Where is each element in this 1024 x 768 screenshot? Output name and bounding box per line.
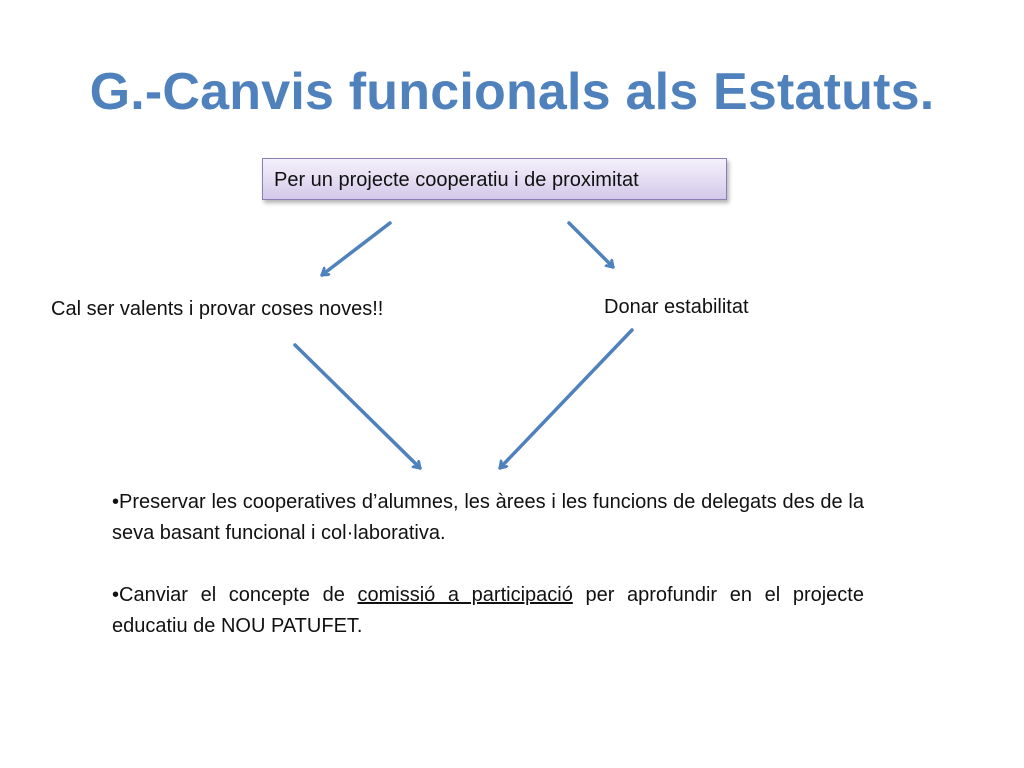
arrow-top-right (569, 223, 613, 267)
bullet-item (112, 580, 864, 642)
arrow-left-down (295, 345, 420, 468)
right-node: Donar estabilitat (604, 296, 749, 318)
arrow-top-left (322, 223, 390, 275)
arrow-right-down (500, 330, 632, 468)
bullet-marker: • (112, 491, 120, 513)
underlined-phrase: comissió a participació (357, 584, 573, 606)
bullet-list (112, 487, 864, 642)
bullet-text: Preservar les cooperatives d’alumnes, les àrees i les funcions de delegats des de la seva basant funcional i col·laborativa. (112, 491, 864, 544)
bullet-text-before: Canviar el concepte de (119, 584, 358, 606)
bullet-item (112, 487, 864, 549)
bullet-text-after: per aprofundir en el projecte educatiu de NOU PATUFET. (112, 584, 864, 637)
slide-title: G.-Canvis funcionals als Estatuts. (89, 63, 935, 121)
left-node: Cal ser valents i provar coses noves!! (51, 298, 384, 320)
top-box: Per un projecte cooperatiu i de proximitat (262, 158, 727, 200)
bullet-marker: • (112, 584, 120, 606)
